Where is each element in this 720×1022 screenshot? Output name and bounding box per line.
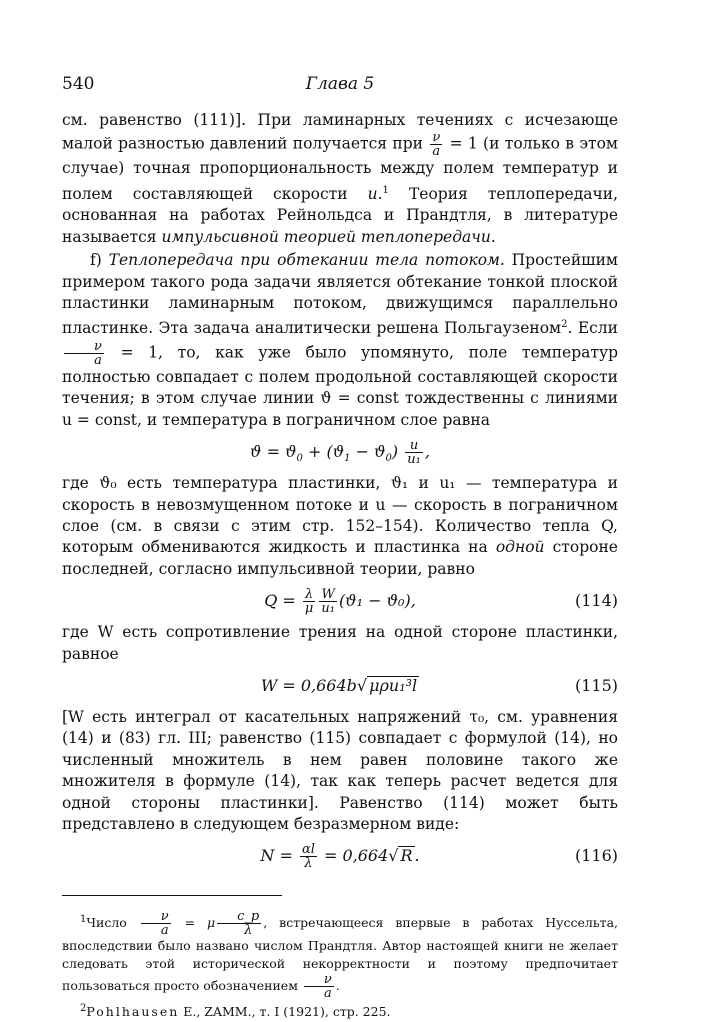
chapter-title: Глава 5 — [305, 74, 375, 94]
footnote-1: $^1$Число $\frac{\nu}{a}$ = μ $\frac{c\_p}{\lambda}$ , встречающееся впервые в работах Нуссельта, впоследствии было названо числом Прандтля. Автор настоящей книги не желает следовать этой исторической некорректности и поэтому предпочитает пользоваться просто обозначением $\frac{\nu}{a}$ . — [62, 909, 618, 1002]
footnote-ref-2: 2 — [561, 319, 568, 331]
paragraph-1: см. равенство (111)]. При ламинарных течениях с исчезающе малой разностью давлений получается при $\frac{\nu}{a}$ = 1 (и только в этом случае) точная пропорциональность между полем температур и полем составляющей скорости u.$^1$ Теория теплопередачи, основанная на работах Рейнольдса и Прандтля, в литературе называется импульсивной теорией теплопередачи. — [62, 111, 618, 246]
paragraph-4: где W есть сопротивление трения на одной стороне пластинки, равное — [62, 623, 618, 663]
equation-number-114: (114) — [574, 591, 618, 611]
page-number: 540 — [62, 74, 95, 94]
footnote-ref-1: 1 — [382, 184, 389, 196]
equation-116: N = $\frac{\alpha l}{\lambda}$ = 0,664√ R . (116) — [62, 835, 618, 877]
equation-114: Q = $\frac{\lambda}{\mu}$ $\frac{W}{\text{u₁}}$ (ϑ₁ − ϑ₀), (114) — [62, 580, 618, 622]
term-impulse-theory: импульсивной теорией теплопередачи — [161, 227, 491, 246]
page-header — [62, 74, 618, 100]
page — [62, 74, 618, 1022]
section-title: Теплопередача при обтекании тела потоком. — [108, 251, 505, 270]
fraction-nu-a: $\frac{\nu}{a}$ — [432, 130, 441, 160]
paragraph-2: f) Теплопередача при обтекании тела потоком. Простейшим примером такого рода задачи является обтекание тонкой плоской пластинки ламинарным потоком, движущимся параллельно пластинке. Эта задача аналитически решена Польгаузеном$^2$. Если $\frac{\nu}{a}$ = 1, то, как уже было упомянуто, поле температур полностью совпадает с полем продольной составляющей скорости течения; в этом случае линии ϑ = const тождественны с линиями u = const, и температура в пограничном слое равна — [62, 251, 618, 429]
paragraph-3: где ϑ₀ есть температура пластинки, ϑ₁ и u₁ — температура и скорость в невозмущенном потоке и u — скорость в пограничном слое (см. в связи с этим стр. 152–154). Количество тепла Q, которым обмениваются жидкость и пластинка на одной стороне последней, согласно импульсивной теории, равно — [62, 474, 618, 578]
equation-theta: $ϑ = ϑ_0 + (ϑ_1 - ϑ_0)$ $\frac{u}{\text{u₁}}$ , — [250, 438, 430, 468]
equation-number-115: (115) — [574, 676, 618, 696]
equation-115: W = 0,664b√ μρu₁³l (115) — [62, 665, 618, 707]
footnote-divider — [62, 895, 282, 896]
footnote-2: $^2$Pohlhausen E., ZAMM., т. I (1921), стр. 225. — [80, 1003, 391, 1020]
paragraph-5: [W есть интеграл от касательных напряжений τ₀, см. уравнения (14) и (83) гл. III; равенство (115) совпадает с формулой (14), но численный множитель в нем равен половине такого же множителя в формуле (14), так как теперь расчет ведется для одной стороны пластинки]. Равенство (114) может быть представлено в следующем безразмерном виде: — [62, 708, 618, 834]
equation-number-116: (116) — [574, 846, 618, 866]
fraction-nu-a-2: $\frac{\nu}{a}$ — [64, 340, 104, 367]
